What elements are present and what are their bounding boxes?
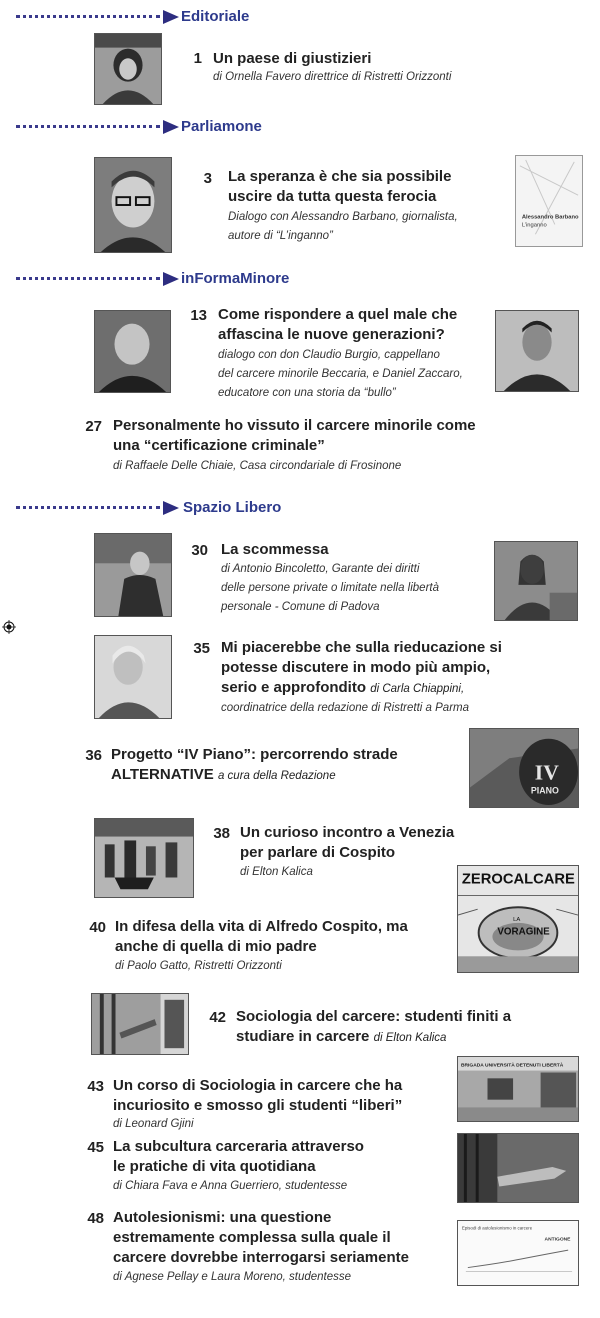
title-line: Progetto “IV Piano”: percorrendo strade <box>111 746 398 763</box>
article-title[interactable] <box>113 416 476 456</box>
arrow-right-icon <box>163 120 179 134</box>
title-line: uscire da tutta questa ferocia <box>228 188 437 205</box>
article-title[interactable] <box>113 1208 409 1268</box>
arrow-right-icon <box>163 501 179 515</box>
article-byline: di Elton Kalica <box>240 866 313 878</box>
zerocalcare-text: ZEROCALCARE <box>461 871 575 888</box>
byline-line: delle persone private o limitate nella libertà <box>221 582 439 594</box>
prison-photo <box>91 993 189 1055</box>
page-number: 27 <box>85 418 102 435</box>
article-title[interactable] <box>111 745 398 786</box>
author-photo <box>495 310 579 392</box>
author-photo <box>494 541 578 621</box>
article-byline: di Chiara Fava e Anna Guerriero, studentesse <box>113 1180 348 1192</box>
title-line: Personalmente ho vissuto il carcere minorile come <box>113 417 476 434</box>
title-line: La speranza è che sia possibile <box>228 168 452 185</box>
voragine-text: VORAGINE <box>497 926 550 938</box>
article-title[interactable] <box>228 167 451 207</box>
article-title[interactable] <box>240 823 454 863</box>
author-photo <box>94 635 172 719</box>
iv-piano-photo <box>469 728 579 808</box>
article-title[interactable] <box>236 1007 511 1048</box>
page-number: 38 <box>213 825 230 842</box>
page-number: 43 <box>87 1078 104 1095</box>
title-line: ALTERNATIVE <box>111 766 214 783</box>
title-line: potesse discutere in modo più ampio, <box>221 659 491 676</box>
byline-line: personale - Comune di Padova <box>221 601 380 613</box>
title-line: In difesa della vita di Alfredo Cospito, ma <box>115 918 408 935</box>
title-line: Come rispondere a quel male che <box>218 306 458 323</box>
article-byline: coordinatrice della redazione di Ristretti a Parma <box>221 702 470 714</box>
author-photo <box>94 533 172 617</box>
title-line: Mi piacerebbe che sulla rieducazione si <box>221 639 502 656</box>
report-chart-image <box>457 1220 579 1286</box>
article-title[interactable] <box>218 305 457 345</box>
title-line: serio e approfondito <box>221 679 367 696</box>
comic-cover <box>457 865 579 973</box>
article-byline <box>228 208 458 246</box>
title-line: carcere dovrebbe interrogarsi seriamente <box>113 1249 409 1266</box>
section-heading-informaminore: inFormaMinore <box>181 270 290 287</box>
article-title[interactable] <box>221 638 502 699</box>
book-author-text: Alessandro Barbano <box>521 214 579 221</box>
title-line: affascina le nuove generazioni? <box>218 326 445 343</box>
article-byline: di Agnese Pellay e Laura Moreno, studentesse <box>113 1271 352 1283</box>
byline-line: di Antonio Bincoletto, Garante dei diritti <box>221 563 420 575</box>
title-line: anche di quella di mio padre <box>115 938 317 955</box>
byline-line: del carcere minorile Beccaria, e Daniel Zaccaro, <box>218 368 463 380</box>
title-line: estremamente complessa sulla quale il <box>113 1229 391 1246</box>
hands-photo <box>457 1133 579 1203</box>
article-byline <box>221 560 439 617</box>
book-cover <box>515 155 583 247</box>
article-byline: di Ornella Favero direttrice di Ristretti Orizzonti <box>213 71 452 83</box>
article-title[interactable]: Un paese di giustizieri <box>213 50 372 67</box>
section-heading-editoriale: Editoriale <box>181 8 250 25</box>
book-title-text: L’inganno <box>521 222 547 229</box>
article-byline: di Leonard Gjini <box>113 1118 194 1130</box>
article-title[interactable]: La scommessa <box>221 541 329 558</box>
title-line: le pratiche di vita quotidiana <box>113 1158 316 1175</box>
section-divider <box>16 15 160 18</box>
section-divider <box>16 277 160 280</box>
article-byline: di Raffaele Delle Chiaie, Casa circondariale di Frosinone <box>113 460 402 472</box>
title-line: Un curioso incontro a Venezia <box>240 824 455 841</box>
byline-line: dialogo con don Claudio Burgio, cappellano <box>218 349 440 361</box>
title-line: una “certificazione criminale” <box>113 437 325 454</box>
section-divider <box>16 506 160 509</box>
article-byline <box>218 346 463 403</box>
event-photo <box>94 818 194 898</box>
arrow-right-icon <box>163 272 179 286</box>
title-line: Autolesionismi: una questione <box>113 1209 332 1226</box>
article-byline-inline: a cura della Redazione <box>217 770 336 782</box>
title-line: incuriosito e smosso gli studenti “liberi” <box>113 1097 403 1114</box>
byline-line: autore di “L’inganno” <box>228 230 333 242</box>
article-byline-inline: di Elton Kalica <box>373 1032 447 1044</box>
title-line: La subcultura carceraria attraverso <box>113 1138 364 1155</box>
arrow-right-icon <box>163 10 179 24</box>
section-heading-parliamone: Parliamone <box>181 118 262 135</box>
author-photo <box>94 157 172 253</box>
article-byline: di Paolo Gatto, Ristretti Orizzonti <box>115 960 282 972</box>
antigone-text: ANTIGONE <box>544 1237 571 1243</box>
article-title[interactable] <box>113 1137 364 1177</box>
author-photo <box>94 33 162 105</box>
piano-text: PIANO <box>530 785 559 796</box>
article-byline-inline: di Carla Chiappini, <box>370 683 465 695</box>
iv-text: IV <box>534 760 559 785</box>
byline-line: educatore con una storia da “bullo” <box>218 387 396 399</box>
author-photo <box>94 310 171 393</box>
section-heading-spazio-libero: Spazio Libero <box>183 499 282 516</box>
page-number: 1 <box>193 50 202 67</box>
page-number: 3 <box>203 170 212 187</box>
title-line: studiare in carcere <box>236 1028 370 1045</box>
page-number: 35 <box>193 640 210 657</box>
title-line: Sociologia del carcere: studenti finiti a <box>236 1008 512 1025</box>
byline-line: Dialogo con Alessandro Barbano, giornalista, <box>228 211 458 223</box>
page-number: 48 <box>87 1210 104 1227</box>
title-line: Un corso di Sociologia in carcere che ha <box>113 1077 403 1094</box>
article-title[interactable] <box>113 1076 402 1116</box>
banner-text: BRIGADA UNIVERSITÀ DETENUTI LIBERTÀ <box>460 1063 564 1069</box>
page-number: 40 <box>89 919 106 936</box>
page-number: 42 <box>209 1009 226 1026</box>
page-number: 45 <box>87 1139 104 1156</box>
section-divider <box>16 125 160 128</box>
registration-mark-icon <box>2 620 16 634</box>
article-title[interactable] <box>115 917 408 957</box>
page-number: 36 <box>85 747 102 764</box>
chart-title-text: Episodi di autolesionismo in carcere <box>461 1225 533 1231</box>
voragine-la-text: LA <box>513 916 521 923</box>
page-number: 30 <box>191 542 208 559</box>
page-number: 13 <box>190 307 207 324</box>
title-line: per parlare di Cospito <box>240 844 396 861</box>
university-photo <box>457 1056 579 1122</box>
